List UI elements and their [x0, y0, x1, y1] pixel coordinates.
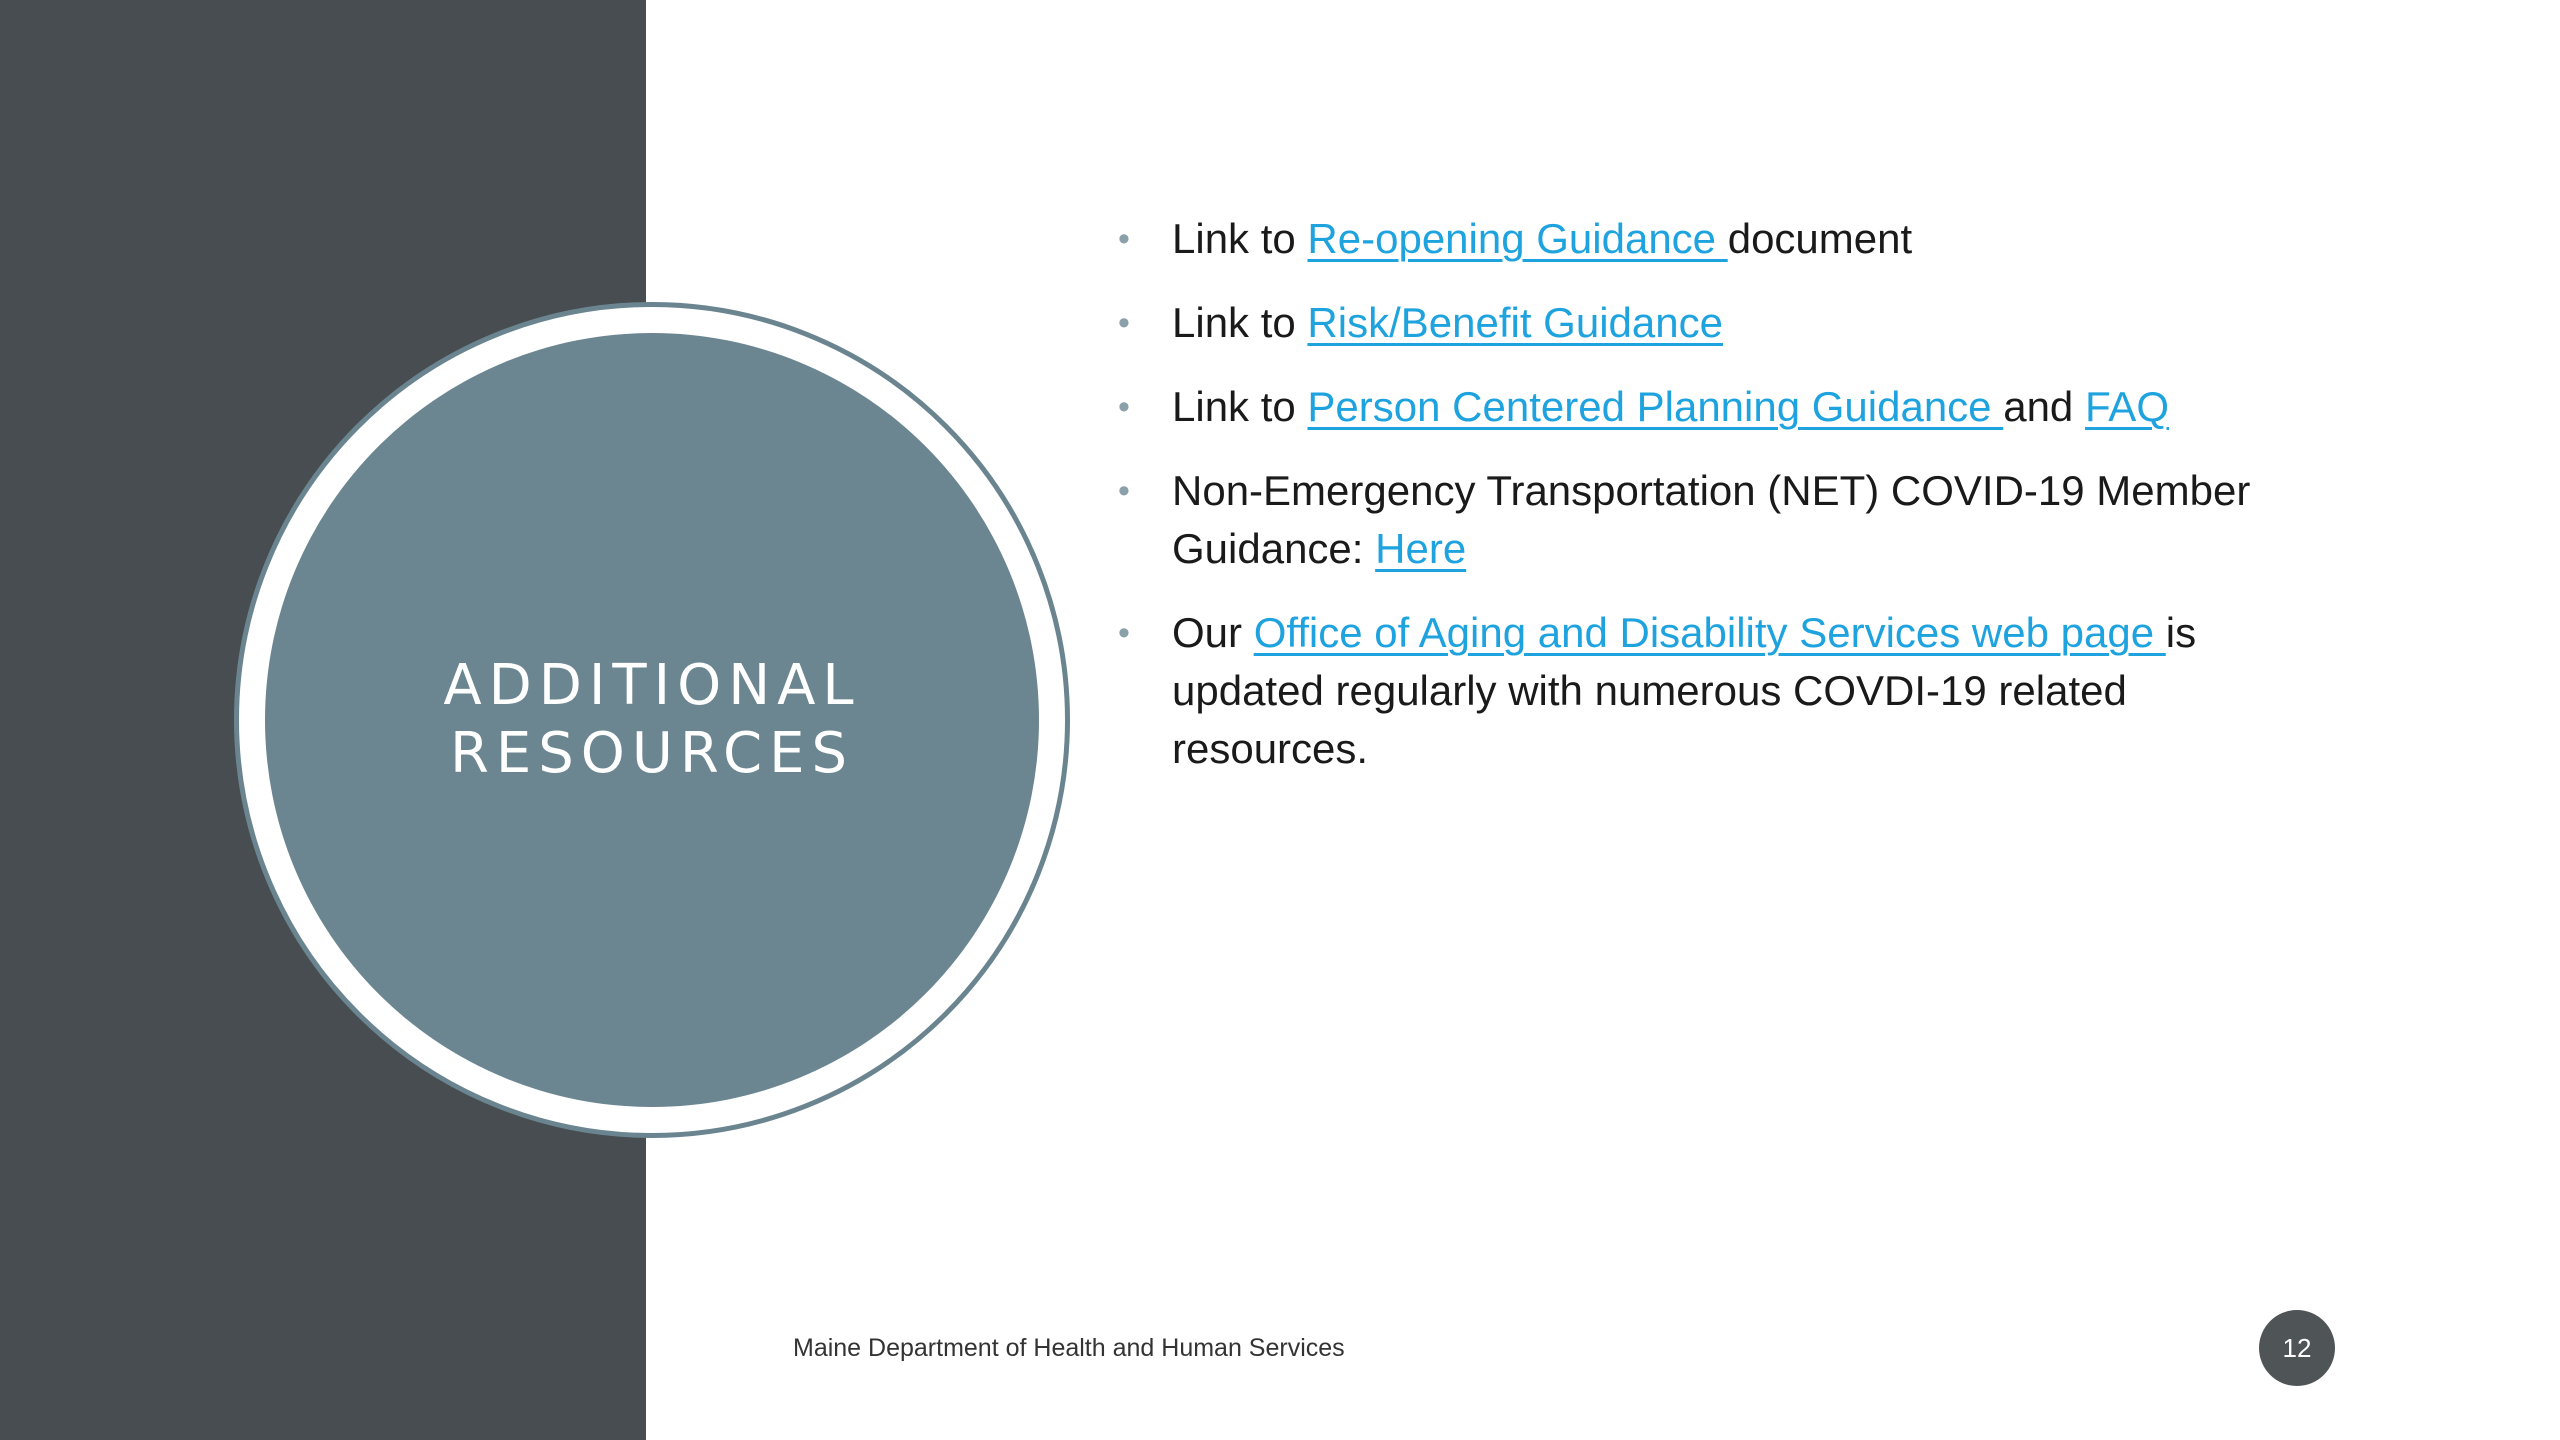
person-centered-planning-link[interactable]: Person Centered Planning Guidance [1307, 383, 2004, 430]
faq-link[interactable]: FAQ [2084, 383, 2169, 430]
bullet-text: Our [1172, 609, 1254, 656]
bullet-item-net-guidance [1110, 462, 2310, 578]
page-number-badge: 12 [2259, 1310, 2335, 1386]
reopening-guidance-link[interactable]: Re-opening Guidance [1307, 215, 1728, 262]
bullet-dot-icon: • [1118, 304, 1130, 342]
bullet-dot-icon: • [1118, 388, 1130, 426]
bullet-item-risk-benefit [1110, 294, 2310, 352]
bullet-text: and [2003, 383, 2085, 430]
section-title-circle [265, 333, 1039, 1107]
bullet-text: Link to [1172, 299, 1308, 346]
resource-bullet-list [1110, 210, 2310, 804]
bullet-text: Link to [1172, 215, 1308, 262]
net-guidance-here-link[interactable]: Here [1375, 525, 1467, 572]
bullet-item-reopening-guidance [1110, 210, 2310, 268]
footer-organization: Maine Department of Health and Human Services [793, 1334, 1345, 1362]
oads-web-page-link[interactable]: Office of Aging and Disability Services web page [1253, 609, 2166, 656]
bullet-dot-icon: • [1118, 472, 1130, 510]
bullet-item-person-centered-planning [1110, 378, 2310, 436]
bullet-dot-icon: • [1118, 220, 1130, 258]
risk-benefit-guidance-link[interactable]: Risk/Benefit Guidance [1307, 299, 1723, 346]
bullet-text: Non-Emergency Transportation (NET) COVID-19 Member Guidance: [1172, 467, 2251, 572]
bullet-item-oads-web-page [1110, 604, 2310, 778]
bullet-text: document [1727, 215, 1913, 262]
section-title: ADDITIONAL RESOURCES [443, 653, 861, 786]
bullet-text: is updated regularly with numerous COVDI-19 related resources. [1172, 609, 2197, 772]
bullet-dot-icon: • [1118, 614, 1130, 652]
bullet-text: Link to [1172, 383, 1308, 430]
